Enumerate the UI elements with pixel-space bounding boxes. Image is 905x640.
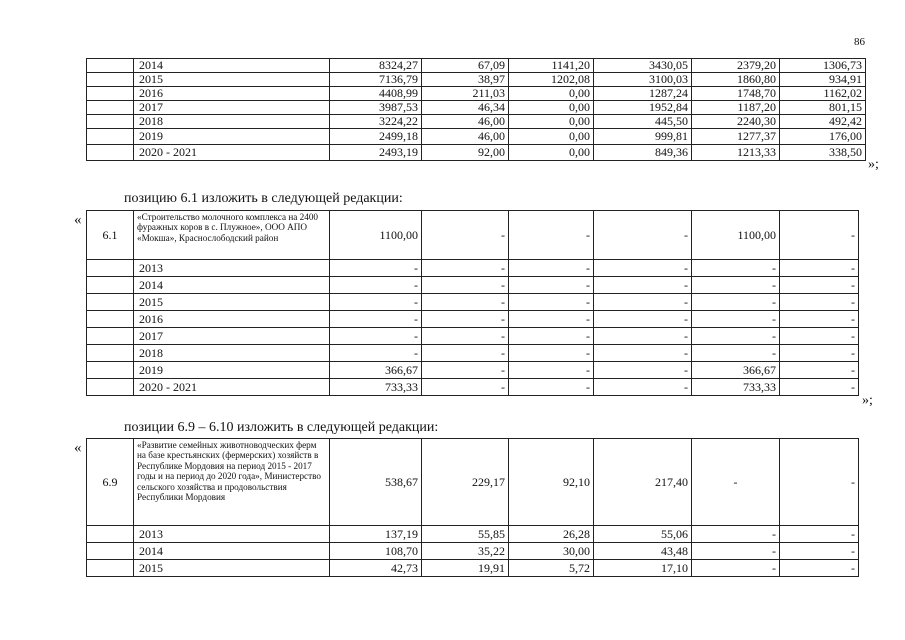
value-cell: - — [594, 294, 692, 311]
value-cell: 999,81 — [594, 129, 692, 145]
value-cell: - — [330, 277, 422, 294]
value-cell: 137,19 — [330, 526, 422, 543]
value-cell: - — [780, 345, 859, 362]
value-cell: 0,00 — [509, 145, 594, 161]
value-cell: 46,00 — [422, 115, 509, 129]
value-cell: 42,73 — [330, 560, 422, 577]
position-description: «Развитие семейных животноводческих ферм на базе крестьянских (фермерских) хозяйств в Республике Мордовия на период 2015 - 2017 годы и на период до 2020 года», Министерство сельского хозяйства и продовольствия Республики Мордовия — [134, 439, 330, 526]
value-cell: - — [594, 260, 692, 277]
value-cell: 445,50 — [594, 115, 692, 129]
value-cell: - — [692, 311, 780, 328]
value-cell: - — [509, 277, 594, 294]
value-cell: - — [509, 294, 594, 311]
table-row — [87, 379, 859, 396]
year-cell: 2015 — [134, 294, 330, 311]
value-cell: - — [509, 311, 594, 328]
table-position-6-9 — [86, 438, 859, 577]
section-heading: позицию 6.1 изложить в следующей редакции: — [124, 191, 403, 206]
value-cell: - — [330, 328, 422, 345]
code-cell — [87, 311, 134, 328]
table-row — [87, 129, 866, 145]
value-cell: - — [780, 439, 859, 526]
year-cell: 2020 - 2021 — [134, 145, 330, 161]
year-cell: 2014 — [134, 277, 330, 294]
code-cell — [87, 379, 134, 396]
value-cell: 46,34 — [422, 101, 509, 115]
code-cell — [87, 294, 134, 311]
value-cell: - — [594, 211, 692, 260]
value-cell: 38,97 — [422, 73, 509, 87]
value-cell: - — [422, 260, 509, 277]
table-row — [87, 101, 866, 115]
table-row — [87, 345, 859, 362]
table-row — [87, 294, 859, 311]
value-cell: 0,00 — [509, 129, 594, 145]
value-cell: 3987,53 — [330, 101, 422, 115]
year-cell: 2013 — [134, 526, 330, 543]
value-cell: - — [780, 543, 859, 560]
value-cell: - — [780, 379, 859, 396]
year-cell: 2015 — [134, 560, 330, 577]
value-cell: - — [594, 362, 692, 379]
value-cell: 0,00 — [509, 87, 594, 101]
code-cell — [87, 145, 134, 161]
value-cell: 2493,19 — [330, 145, 422, 161]
year-cell: 2019 — [134, 362, 330, 379]
value-cell: 30,00 — [509, 543, 594, 560]
closing-quote: »; — [862, 393, 873, 408]
code-cell — [87, 543, 134, 560]
value-cell: 733,33 — [692, 379, 780, 396]
value-cell: 1202,08 — [509, 73, 594, 87]
year-cell: 2017 — [134, 328, 330, 345]
year-cell: 2013 — [134, 260, 330, 277]
year-cell: 2016 — [134, 87, 330, 101]
value-cell: - — [594, 311, 692, 328]
value-cell: 1187,20 — [692, 101, 780, 115]
value-cell: - — [422, 311, 509, 328]
value-cell: 366,67 — [692, 362, 780, 379]
year-cell: 2015 — [134, 73, 330, 87]
value-cell: 217,40 — [594, 439, 692, 526]
value-cell: - — [692, 277, 780, 294]
value-cell: - — [422, 379, 509, 396]
table-row — [87, 59, 866, 73]
value-cell: 92,00 — [422, 145, 509, 161]
code-cell — [87, 87, 134, 101]
table-row — [87, 362, 859, 379]
opening-quote: « — [74, 440, 82, 456]
value-cell: - — [780, 277, 859, 294]
value-cell: - — [509, 328, 594, 345]
code-cell — [87, 129, 134, 145]
value-cell: - — [422, 362, 509, 379]
value-cell: 1860,80 — [692, 73, 780, 87]
year-cell: 2018 — [134, 345, 330, 362]
value-cell: 0,00 — [509, 101, 594, 115]
code-cell — [87, 362, 134, 379]
value-cell: - — [780, 560, 859, 577]
page-number: 86 — [854, 36, 865, 48]
value-cell: 1952,84 — [594, 101, 692, 115]
closing-quote: »; — [868, 157, 879, 172]
value-cell: - — [780, 311, 859, 328]
value-cell: 1277,37 — [692, 129, 780, 145]
table-position-6-1 — [86, 210, 859, 396]
value-cell: 492,42 — [780, 115, 866, 129]
value-cell: 8324,27 — [330, 59, 422, 73]
value-cell: 3430,05 — [594, 59, 692, 73]
year-cell: 2016 — [134, 311, 330, 328]
value-cell: - — [330, 260, 422, 277]
position-code: 6.9 — [87, 439, 134, 526]
value-cell: 1100,00 — [330, 211, 422, 260]
code-cell — [87, 73, 134, 87]
value-cell: - — [692, 328, 780, 345]
year-cell: 2019 — [134, 129, 330, 145]
value-cell: 1162,02 — [780, 87, 866, 101]
value-cell: 0,00 — [509, 115, 594, 129]
value-cell: 934,91 — [780, 73, 866, 87]
value-cell: - — [509, 345, 594, 362]
value-cell: 1100,00 — [692, 211, 780, 260]
value-cell: 3100,03 — [594, 73, 692, 87]
table-row — [87, 311, 859, 328]
value-cell: 2379,20 — [692, 59, 780, 73]
value-cell: - — [594, 277, 692, 294]
value-cell: 35,22 — [422, 543, 509, 560]
value-cell: - — [692, 526, 780, 543]
value-cell: - — [330, 345, 422, 362]
value-cell: 46,00 — [422, 129, 509, 145]
value-cell: 108,70 — [330, 543, 422, 560]
position-code: 6.1 — [87, 211, 134, 260]
value-cell: - — [692, 294, 780, 311]
value-cell: 1141,20 — [509, 59, 594, 73]
code-cell — [87, 328, 134, 345]
value-cell: - — [422, 294, 509, 311]
table-row — [87, 211, 859, 260]
value-cell: - — [594, 328, 692, 345]
code-cell — [87, 115, 134, 129]
value-cell: - — [422, 211, 509, 260]
code-cell — [87, 260, 134, 277]
value-cell: - — [330, 294, 422, 311]
code-cell — [87, 526, 134, 543]
value-cell: 176,00 — [780, 129, 866, 145]
value-cell: - — [692, 260, 780, 277]
year-cell: 2014 — [134, 543, 330, 560]
code-cell — [87, 59, 134, 73]
code-cell — [87, 101, 134, 115]
position-description: «Строительство молочного комплекса на 2400 фуражных коров в с. Плужное», ООО АПО «Мокша», Краснослободский район — [134, 211, 330, 260]
value-cell: - — [594, 379, 692, 396]
value-cell: 1287,24 — [594, 87, 692, 101]
value-cell: - — [594, 345, 692, 362]
value-cell: - — [422, 328, 509, 345]
value-cell: 4408,99 — [330, 87, 422, 101]
value-cell: - — [422, 345, 509, 362]
value-cell: 366,67 — [330, 362, 422, 379]
value-cell: - — [780, 526, 859, 543]
value-cell: - — [509, 379, 594, 396]
table-row — [87, 115, 866, 129]
value-cell: - — [509, 260, 594, 277]
value-cell: - — [780, 260, 859, 277]
value-cell: 7136,79 — [330, 73, 422, 87]
year-cell: 2020 - 2021 — [134, 379, 330, 396]
table-row — [87, 277, 859, 294]
table-row — [87, 560, 859, 577]
value-cell: 2240,30 — [692, 115, 780, 129]
table-row — [87, 526, 859, 543]
value-cell: 211,03 — [422, 87, 509, 101]
value-cell: - — [692, 345, 780, 362]
value-cell: 43,48 — [594, 543, 692, 560]
year-cell: 2018 — [134, 115, 330, 129]
value-cell: 26,28 — [509, 526, 594, 543]
value-cell: 67,09 — [422, 59, 509, 73]
value-cell: 5,72 — [509, 560, 594, 577]
year-cell: 2017 — [134, 101, 330, 115]
year-cell: 2014 — [134, 59, 330, 73]
value-cell: 3224,22 — [330, 115, 422, 129]
value-cell: - — [780, 211, 859, 260]
table-row — [87, 73, 866, 87]
value-cell: 733,33 — [330, 379, 422, 396]
value-cell: - — [692, 543, 780, 560]
table-row — [87, 439, 859, 526]
table-row — [87, 260, 859, 277]
value-cell: 338,50 — [780, 145, 866, 161]
value-cell: 538,67 — [330, 439, 422, 526]
value-cell: 92,10 — [509, 439, 594, 526]
value-cell: 1213,33 — [692, 145, 780, 161]
value-cell: - — [509, 362, 594, 379]
value-cell: 17,10 — [594, 560, 692, 577]
value-cell: - — [780, 294, 859, 311]
code-cell — [87, 345, 134, 362]
table-continuation — [86, 58, 866, 161]
value-cell: - — [780, 362, 859, 379]
value-cell: - — [692, 439, 780, 526]
code-cell — [87, 560, 134, 577]
table-row — [87, 328, 859, 345]
value-cell: 801,15 — [780, 101, 866, 115]
value-cell: 849,36 — [594, 145, 692, 161]
table-row — [87, 543, 859, 560]
opening-quote: « — [74, 212, 82, 228]
value-cell: 1748,70 — [692, 87, 780, 101]
value-cell: 55,06 — [594, 526, 692, 543]
value-cell: 229,17 — [422, 439, 509, 526]
value-cell: - — [330, 311, 422, 328]
value-cell: - — [780, 328, 859, 345]
value-cell: - — [692, 560, 780, 577]
section-heading: позиции 6.9 – 6.10 изложить в следующей редакции: — [124, 420, 439, 435]
table-row — [87, 145, 866, 161]
value-cell: - — [509, 211, 594, 260]
table-row — [87, 87, 866, 101]
value-cell: - — [422, 277, 509, 294]
value-cell: 19,91 — [422, 560, 509, 577]
value-cell: 55,85 — [422, 526, 509, 543]
value-cell: 2499,18 — [330, 129, 422, 145]
code-cell — [87, 277, 134, 294]
value-cell: 1306,73 — [780, 59, 866, 73]
